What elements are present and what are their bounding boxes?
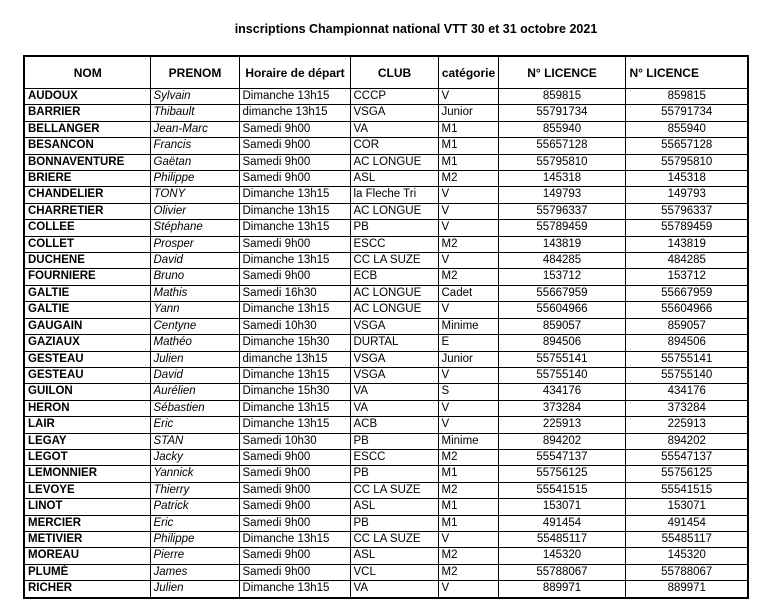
cell-club: ECB <box>350 269 438 285</box>
cell-club: ASL <box>350 548 438 564</box>
cell-horaire: Samedi 9h00 <box>239 236 350 252</box>
col-header-licence-2: N° LICENCE <box>625 56 748 89</box>
cell-licence-2: 225913 <box>625 417 748 433</box>
cell-prenom: Thierry <box>150 482 239 498</box>
cell-categorie: V <box>438 203 498 219</box>
cell-categorie: Cadet <box>438 285 498 301</box>
cell-nom: FOURNIERE <box>24 269 150 285</box>
cell-prenom: Jacky <box>150 449 239 465</box>
table-row <box>24 400 748 416</box>
cell-nom: RICHER <box>24 581 150 598</box>
cell-prenom: Sylvain <box>150 89 239 105</box>
cell-horaire: dimanche 13h15 <box>239 105 350 121</box>
cell-prenom: Bruno <box>150 269 239 285</box>
cell-horaire: Dimanche 15h30 <box>239 384 350 400</box>
cell-categorie: V <box>438 220 498 236</box>
cell-categorie: V <box>438 417 498 433</box>
cell-club: VSGA <box>350 367 438 383</box>
cell-nom: GALTIE <box>24 285 150 301</box>
cell-prenom: Pierre <box>150 548 239 564</box>
cell-horaire: Samedi 16h30 <box>239 285 350 301</box>
cell-club: VA <box>350 121 438 137</box>
cell-categorie: V <box>438 187 498 203</box>
table-row <box>24 236 748 252</box>
table-row <box>24 171 748 187</box>
cell-prenom: TONY <box>150 187 239 203</box>
cell-nom: LEVOYE <box>24 482 150 498</box>
cell-horaire: Dimanche 15h30 <box>239 335 350 351</box>
cell-prenom: Sébastien <box>150 400 239 416</box>
header-row <box>24 56 748 89</box>
table-row <box>24 154 748 170</box>
cell-licence-1: 225913 <box>498 417 625 433</box>
cell-licence-2: 373284 <box>625 400 748 416</box>
cell-horaire: Samedi 9h00 <box>239 171 350 187</box>
cell-licence-1: 55604966 <box>498 302 625 318</box>
cell-categorie: M1 <box>438 154 498 170</box>
cell-prenom: Patrick <box>150 499 239 515</box>
table-row <box>24 482 748 498</box>
cell-licence-2: 55547137 <box>625 449 748 465</box>
cell-club: PB <box>350 433 438 449</box>
table-row <box>24 187 748 203</box>
cell-prenom: Gaëtan <box>150 154 239 170</box>
cell-licence-1: 491454 <box>498 515 625 531</box>
cell-club: CC LA SUZE <box>350 253 438 269</box>
table-row <box>24 564 748 580</box>
table-row <box>24 581 748 598</box>
cell-prenom: Mathéo <box>150 335 239 351</box>
inscriptions-table <box>23 55 749 599</box>
cell-club: la Fleche Tri <box>350 187 438 203</box>
cell-licence-2: 434176 <box>625 384 748 400</box>
table-row <box>24 269 748 285</box>
table-row <box>24 138 748 154</box>
cell-licence-1: 434176 <box>498 384 625 400</box>
cell-prenom: David <box>150 253 239 269</box>
cell-licence-1: 153071 <box>498 499 625 515</box>
cell-nom: BONNAVENTURE <box>24 154 150 170</box>
cell-nom: GESTEAU <box>24 367 150 383</box>
cell-nom: AUDOUX <box>24 89 150 105</box>
cell-licence-2: 55796337 <box>625 203 748 219</box>
cell-club: CC LA SUZE <box>350 531 438 547</box>
cell-categorie: V <box>438 367 498 383</box>
cell-club: ACB <box>350 417 438 433</box>
cell-horaire: Dimanche 13h15 <box>239 89 350 105</box>
cell-licence-1: 373284 <box>498 400 625 416</box>
cell-nom: BRIERE <box>24 171 150 187</box>
cell-categorie: M1 <box>438 121 498 137</box>
cell-horaire: Samedi 9h00 <box>239 499 350 515</box>
cell-licence-1: 889971 <box>498 581 625 598</box>
table-row <box>24 531 748 547</box>
table-row <box>24 499 748 515</box>
table-row <box>24 318 748 334</box>
table-row <box>24 253 748 269</box>
cell-nom: BESANCON <box>24 138 150 154</box>
cell-nom: LAIR <box>24 417 150 433</box>
cell-prenom: Jean-Marc <box>150 121 239 137</box>
col-header-licence-1: N° LICENCE <box>498 56 625 89</box>
cell-licence-2: 153071 <box>625 499 748 515</box>
cell-nom: MOREAU <box>24 548 150 564</box>
cell-club: ASL <box>350 171 438 187</box>
cell-club: PB <box>350 515 438 531</box>
col-header-club: CLUB <box>350 56 438 89</box>
cell-licence-1: 859057 <box>498 318 625 334</box>
cell-licence-2: 889971 <box>625 581 748 598</box>
cell-prenom: Julien <box>150 581 239 598</box>
cell-club: ESCC <box>350 449 438 465</box>
cell-horaire: Samedi 10h30 <box>239 318 350 334</box>
cell-licence-1: 55755140 <box>498 367 625 383</box>
cell-categorie: M1 <box>438 466 498 482</box>
cell-nom: GAUGAIN <box>24 318 150 334</box>
table-row <box>24 367 748 383</box>
cell-licence-2: 149793 <box>625 187 748 203</box>
cell-prenom: Philippe <box>150 171 239 187</box>
cell-horaire: Dimanche 13h15 <box>239 302 350 318</box>
cell-prenom: Aurélien <box>150 384 239 400</box>
cell-prenom: Philippe <box>150 531 239 547</box>
table-row <box>24 433 748 449</box>
cell-club: CC LA SUZE <box>350 482 438 498</box>
cell-nom: DUCHENE <box>24 253 150 269</box>
cell-licence-2: 491454 <box>625 515 748 531</box>
table-row <box>24 302 748 318</box>
cell-licence-2: 894506 <box>625 335 748 351</box>
cell-categorie: V <box>438 531 498 547</box>
cell-nom: COLLET <box>24 236 150 252</box>
cell-prenom: Thibault <box>150 105 239 121</box>
cell-licence-1: 894506 <box>498 335 625 351</box>
cell-horaire: Dimanche 13h15 <box>239 367 350 383</box>
cell-licence-1: 55796337 <box>498 203 625 219</box>
cell-licence-1: 55789459 <box>498 220 625 236</box>
table-row <box>24 417 748 433</box>
cell-licence-1: 55541515 <box>498 482 625 498</box>
table-row <box>24 449 748 465</box>
table-row <box>24 335 748 351</box>
cell-club: VA <box>350 384 438 400</box>
cell-club: CCCP <box>350 89 438 105</box>
cell-licence-2: 55667959 <box>625 285 748 301</box>
table-row <box>24 515 748 531</box>
cell-licence-2: 484285 <box>625 253 748 269</box>
cell-licence-1: 145318 <box>498 171 625 187</box>
cell-categorie: M2 <box>438 171 498 187</box>
cell-categorie: M2 <box>438 548 498 564</box>
cell-horaire: Dimanche 13h15 <box>239 203 350 219</box>
cell-prenom: Prosper <box>150 236 239 252</box>
cell-categorie: V <box>438 253 498 269</box>
cell-licence-1: 145320 <box>498 548 625 564</box>
cell-licence-2: 55755140 <box>625 367 748 383</box>
cell-categorie: E <box>438 335 498 351</box>
cell-nom: LEGOT <box>24 449 150 465</box>
cell-nom: GUILON <box>24 384 150 400</box>
cell-horaire: Dimanche 13h15 <box>239 417 350 433</box>
col-header-nom: NOM <box>24 56 150 89</box>
cell-prenom: Yann <box>150 302 239 318</box>
cell-categorie: M1 <box>438 138 498 154</box>
cell-club: AC LONGUE <box>350 285 438 301</box>
cell-categorie: Junior <box>438 105 498 121</box>
cell-nom: METIVIER <box>24 531 150 547</box>
cell-licence-1: 55788067 <box>498 564 625 580</box>
cell-nom: PLUMÉ <box>24 564 150 580</box>
cell-prenom: STAN <box>150 433 239 449</box>
cell-categorie: V <box>438 400 498 416</box>
cell-licence-1: 859815 <box>498 89 625 105</box>
cell-categorie: M2 <box>438 236 498 252</box>
cell-licence-1: 55795810 <box>498 154 625 170</box>
cell-club: ESCC <box>350 236 438 252</box>
cell-licence-2: 855940 <box>625 121 748 137</box>
cell-categorie: Minime <box>438 318 498 334</box>
cell-categorie: V <box>438 581 498 598</box>
cell-prenom: Eric <box>150 417 239 433</box>
cell-club: PB <box>350 220 438 236</box>
cell-licence-1: 894202 <box>498 433 625 449</box>
cell-nom: HERON <box>24 400 150 416</box>
cell-categorie: M1 <box>438 515 498 531</box>
cell-categorie: M2 <box>438 269 498 285</box>
cell-nom: LEMONNIER <box>24 466 150 482</box>
cell-horaire: Samedi 9h00 <box>239 564 350 580</box>
cell-licence-2: 55755141 <box>625 351 748 367</box>
cell-horaire: Samedi 10h30 <box>239 433 350 449</box>
cell-categorie: M2 <box>438 564 498 580</box>
cell-horaire: Samedi 9h00 <box>239 515 350 531</box>
cell-nom: COLLEE <box>24 220 150 236</box>
cell-licence-2: 145318 <box>625 171 748 187</box>
cell-horaire: Samedi 9h00 <box>239 154 350 170</box>
cell-categorie: V <box>438 302 498 318</box>
col-header-horaire: Horaire de départ <box>239 56 350 89</box>
cell-licence-2: 55756125 <box>625 466 748 482</box>
cell-club: VCL <box>350 564 438 580</box>
cell-nom: GESTEAU <box>24 351 150 367</box>
cell-nom: MERCIER <box>24 515 150 531</box>
cell-club: ASL <box>350 499 438 515</box>
cell-club: VSGA <box>350 318 438 334</box>
cell-licence-2: 55604966 <box>625 302 748 318</box>
cell-categorie: V <box>438 89 498 105</box>
cell-nom: LINOT <box>24 499 150 515</box>
cell-prenom: Francis <box>150 138 239 154</box>
cell-prenom: Yannick <box>150 466 239 482</box>
table-row <box>24 121 748 137</box>
cell-horaire: Dimanche 13h15 <box>239 253 350 269</box>
cell-horaire: Samedi 9h00 <box>239 548 350 564</box>
cell-horaire: Samedi 9h00 <box>239 269 350 285</box>
cell-licence-2: 55657128 <box>625 138 748 154</box>
cell-categorie: M1 <box>438 499 498 515</box>
cell-licence-1: 55667959 <box>498 285 625 301</box>
cell-licence-2: 859057 <box>625 318 748 334</box>
cell-licence-1: 55485117 <box>498 531 625 547</box>
cell-prenom: David <box>150 367 239 383</box>
col-header-categorie: catégorie <box>438 56 498 89</box>
cell-club: VA <box>350 400 438 416</box>
cell-club: VSGA <box>350 351 438 367</box>
cell-licence-2: 55789459 <box>625 220 748 236</box>
cell-categorie: S <box>438 384 498 400</box>
cell-club: PB <box>350 466 438 482</box>
cell-horaire: Dimanche 13h15 <box>239 581 350 598</box>
cell-horaire: dimanche 13h15 <box>239 351 350 367</box>
col-header-prenom: PRENOM <box>150 56 239 89</box>
cell-horaire: Samedi 9h00 <box>239 482 350 498</box>
cell-categorie: Minime <box>438 433 498 449</box>
table-row <box>24 203 748 219</box>
cell-licence-1: 55755141 <box>498 351 625 367</box>
cell-categorie: Junior <box>438 351 498 367</box>
cell-nom: LEGAY <box>24 433 150 449</box>
cell-horaire: Dimanche 13h15 <box>239 531 350 547</box>
cell-categorie: M2 <box>438 482 498 498</box>
cell-prenom: Mathis <box>150 285 239 301</box>
cell-licence-2: 55541515 <box>625 482 748 498</box>
cell-horaire: Samedi 9h00 <box>239 138 350 154</box>
cell-prenom: James <box>150 564 239 580</box>
cell-nom: BELLANGER <box>24 121 150 137</box>
cell-licence-1: 855940 <box>498 121 625 137</box>
table-row <box>24 466 748 482</box>
cell-licence-2: 55788067 <box>625 564 748 580</box>
cell-club: COR <box>350 138 438 154</box>
cell-horaire: Samedi 9h00 <box>239 449 350 465</box>
table-row <box>24 105 748 121</box>
cell-club: AC LONGUE <box>350 203 438 219</box>
cell-licence-2: 55795810 <box>625 154 748 170</box>
cell-licence-2: 859815 <box>625 89 748 105</box>
cell-categorie: M2 <box>438 449 498 465</box>
cell-nom: BARRIER <box>24 105 150 121</box>
cell-prenom: Olivier <box>150 203 239 219</box>
cell-licence-2: 55485117 <box>625 531 748 547</box>
cell-licence-2: 143819 <box>625 236 748 252</box>
cell-club: AC LONGUE <box>350 302 438 318</box>
table-row <box>24 220 748 236</box>
cell-nom: GALTIE <box>24 302 150 318</box>
cell-horaire: Dimanche 13h15 <box>239 187 350 203</box>
table-row <box>24 384 748 400</box>
cell-licence-1: 55791734 <box>498 105 625 121</box>
table-row <box>24 351 748 367</box>
table-row <box>24 89 748 105</box>
cell-club: AC LONGUE <box>350 154 438 170</box>
cell-prenom: Julien <box>150 351 239 367</box>
cell-prenom: Stéphane <box>150 220 239 236</box>
cell-prenom: Eric <box>150 515 239 531</box>
table-row <box>24 285 748 301</box>
cell-horaire: Samedi 9h00 <box>239 121 350 137</box>
cell-licence-2: 894202 <box>625 433 748 449</box>
cell-licence-1: 153712 <box>498 269 625 285</box>
cell-horaire: Dimanche 13h15 <box>239 400 350 416</box>
cell-licence-1: 149793 <box>498 187 625 203</box>
cell-licence-1: 143819 <box>498 236 625 252</box>
cell-licence-1: 55756125 <box>498 466 625 482</box>
cell-licence-1: 484285 <box>498 253 625 269</box>
page-title: inscriptions Championnat national VTT 30 et 31 octobre 2021 <box>234 22 598 36</box>
cell-horaire: Samedi 9h00 <box>239 466 350 482</box>
cell-horaire: Dimanche 13h15 <box>239 220 350 236</box>
table-row <box>24 548 748 564</box>
cell-licence-2: 145320 <box>625 548 748 564</box>
cell-club: VSGA <box>350 105 438 121</box>
cell-club: VA <box>350 581 438 598</box>
cell-nom: GAZIAUX <box>24 335 150 351</box>
cell-prenom: Centyne <box>150 318 239 334</box>
cell-club: DURTAL <box>350 335 438 351</box>
cell-licence-2: 153712 <box>625 269 748 285</box>
cell-licence-1: 55547137 <box>498 449 625 465</box>
cell-nom: CHARRETIER <box>24 203 150 219</box>
cell-licence-2: 55791734 <box>625 105 748 121</box>
cell-licence-1: 55657128 <box>498 138 625 154</box>
cell-nom: CHANDELIER <box>24 187 150 203</box>
